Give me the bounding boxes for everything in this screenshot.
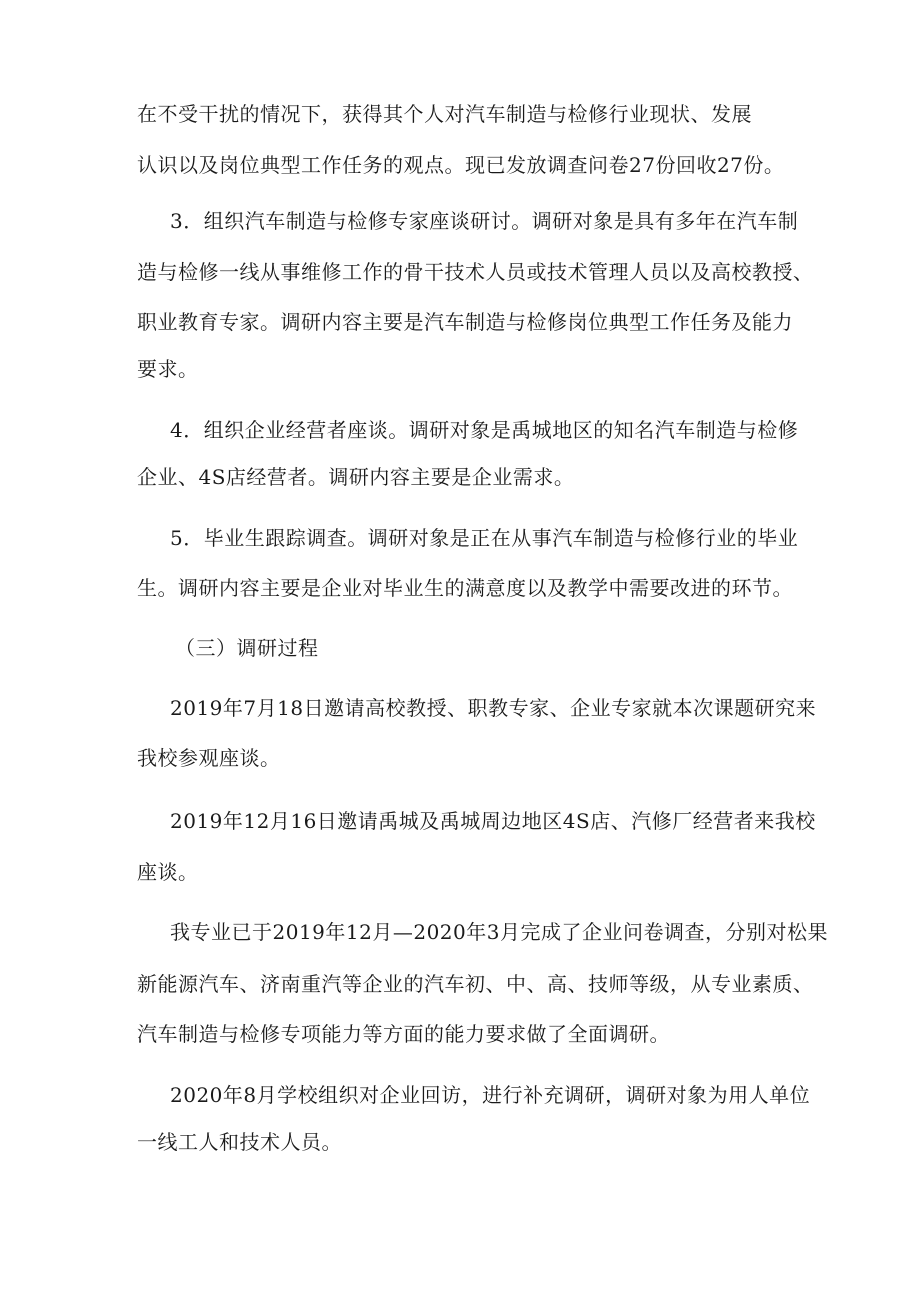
paragraph-line: 新能源汽车、济南重汽等企业的汽车初、中、高、技师等级，从专业素质、 (137, 972, 814, 996)
paragraph-line: 我专业已于2019年12月—2020年3月完成了企业问卷调查，分别对松果 (170, 920, 828, 944)
paragraph-line: 2019年12月16日邀请禹城及禹城周边地区4S店、汽修厂经营者来我校 (170, 809, 816, 833)
paragraph-line: 造与检修一线从事维修工作的骨干技术人员或技术管理人员以及高校教授、 (137, 260, 814, 284)
paragraph-line: 座谈。 (137, 860, 199, 884)
paragraph-line: 5．毕业生跟踪调查。调研对象是正在从事汽车制造与检修行业的毕业 (170, 526, 799, 550)
paragraph-line: 认识以及岗位典型工作任务的观点。现已发放调查问卷27份回收27份。 (137, 153, 785, 177)
paragraph-line: 我校参观座谈。 (137, 746, 281, 770)
paragraph-line: 要求。 (137, 357, 199, 381)
paragraph-line: 3．组织汽车制造与检修专家座谈研讨。调研对象是具有多年在汽车制 (170, 209, 799, 233)
paragraph-line: 2020年8月学校组织对企业回访，进行补充调研，调研对象为用人单位 (170, 1083, 811, 1107)
paragraph-line: 2019年7月18日邀请高校教授、职教专家、企业专家就本次课题研究来 (170, 696, 817, 720)
paragraph-line: 职业教育专家。调研内容主要是汽车制造与检修岗位典型工作任务及能力 (137, 310, 793, 334)
paragraph-line: 企业、4S店经营者。调研内容主要是企业需求。 (137, 465, 575, 489)
paragraph-line: 汽车制造与检修专项能力等方面的能力要求做了全面调研。 (137, 1022, 670, 1046)
paragraph-line: 在不受干扰的情况下，获得其个人对汽车制造与检修行业现状、发展 (137, 102, 752, 126)
paragraph-line: 一线工人和技术人员。 (137, 1130, 342, 1154)
paragraph-line: 4．组织企业经营者座谈。调研对象是禹城地区的知名汽车制造与检修 (170, 418, 799, 442)
section-heading: （三）调研过程 (175, 636, 319, 660)
paragraph-line: 生。调研内容主要是企业对毕业生的满意度以及教学中需要改进的环节。 (137, 576, 793, 600)
